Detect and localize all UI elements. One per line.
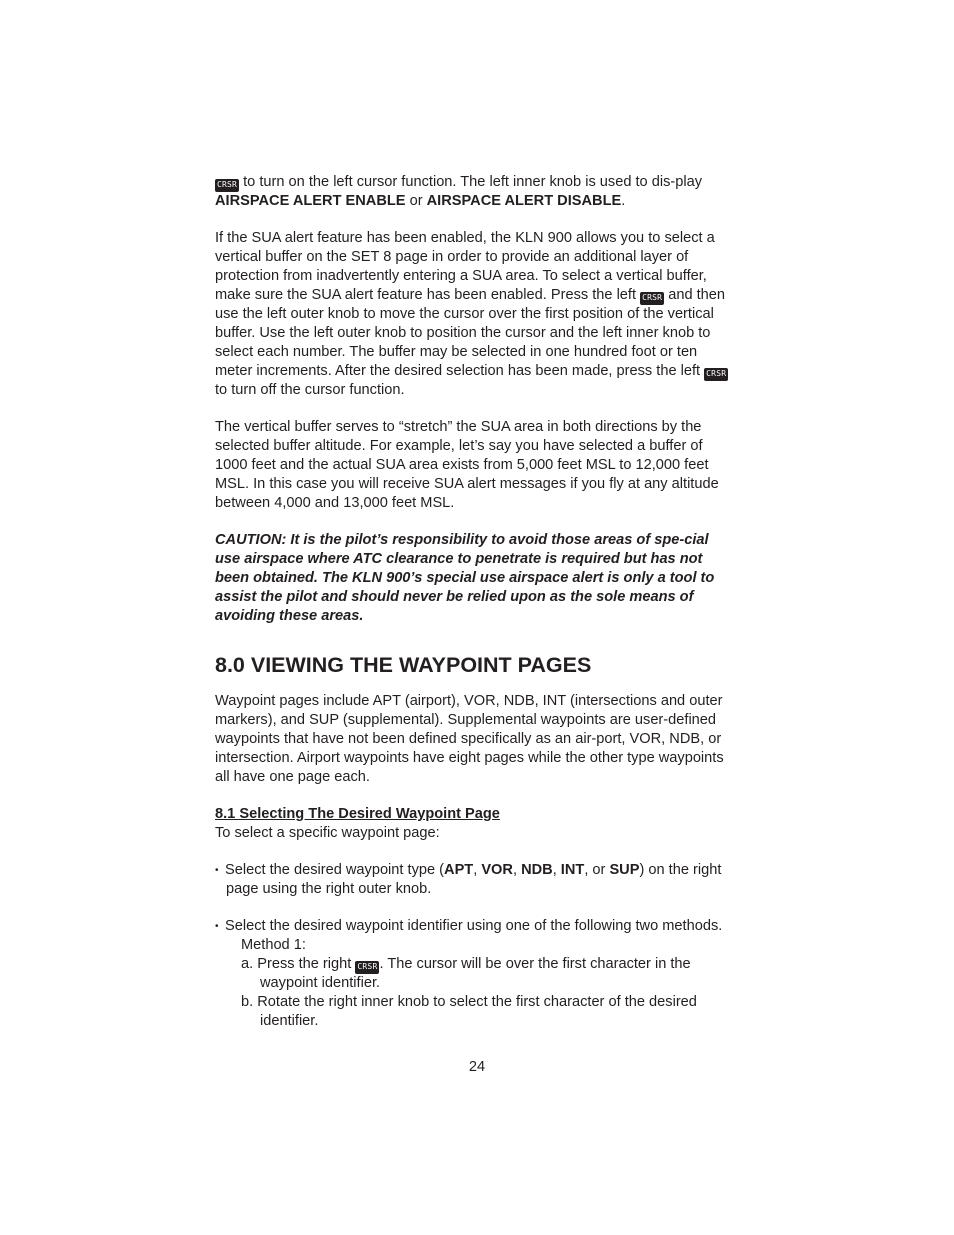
bullet-icon: • xyxy=(215,865,219,876)
step-label: b. xyxy=(241,994,258,1010)
text: , xyxy=(512,862,522,878)
section-heading: 8.0 VIEWING THE WAYPOINT PAGES xyxy=(215,653,592,677)
paragraph-vertical-buffer xyxy=(215,229,735,400)
text: or xyxy=(405,193,427,209)
text: to turn on the left cursor function. The left inner knob is used to dis-play xyxy=(239,174,703,190)
bullet-icon: • xyxy=(215,921,219,932)
page-number: 24 xyxy=(468,1059,486,1075)
airspace-alert-disable-label: AIRSPACE ALERT DISABLE xyxy=(426,193,622,209)
text: ) on the right page using the right outer knob. xyxy=(226,862,722,897)
step-b xyxy=(215,993,735,1031)
vor-label: VOR xyxy=(481,862,513,878)
subsection-lead: To select a specific waypoint page: xyxy=(215,825,440,841)
text: and then use the left outer knob to move the cursor over the first position of the vertical buffer. Use the left outer knob to position the cursor and the left inner knob to select each number. The buffer may be selected in one hundred foot or ten meter increments. After the desired selection has been made, press the left xyxy=(215,287,726,379)
text: . xyxy=(621,193,626,209)
page-body xyxy=(215,173,735,1031)
subsection-heading: 8.1 Selecting The Desired Waypoint Page xyxy=(215,806,500,822)
airspace-alert-enable-label: AIRSPACE ALERT ENABLE xyxy=(215,193,406,209)
crsr-button-icon: CRSR xyxy=(704,368,728,381)
text: , xyxy=(552,862,561,878)
text: . The cursor will be over the first character in the waypoint identifier. xyxy=(260,956,691,991)
apt-label: APT xyxy=(444,862,474,878)
bullet-select-identifier xyxy=(215,917,735,1031)
bullet-text xyxy=(215,917,735,936)
text: Rotate the right inner knob to select the first character of the desired identifier. xyxy=(257,994,697,1029)
text: Select the desired waypoint type ( xyxy=(225,862,445,878)
text: to turn off the cursor function. xyxy=(215,382,405,398)
text: If the SUA alert feature has been enabled, the KLN 900 allows you to select a vertical buffer on the SET 8 page in order to provide an additional layer of protection from inadvertently entering a SUA area. To select a vertical buffer, make sure the SUA alert feature has been enabled. Press the left xyxy=(215,230,715,303)
bullet-select-type xyxy=(215,861,735,899)
ndb-label: NDB xyxy=(521,862,553,878)
step-label: a. xyxy=(241,956,258,972)
caution-note: CAUTION: It is the pilot’s responsibility to avoid those areas of spe-cial use airspace where ATC clearance to penetrate is required but has not been obtained. The KLN 900’s special use airspace alert is only a tool to assist the pilot and should never be relied upon as the sole means of avoiding these areas. xyxy=(215,532,715,624)
text: , xyxy=(473,862,482,878)
paragraph-buffer-stretch: The vertical buffer serves to “stretch” the SUA area in both directions by the selected buffer altitude. For example, let’s say you have selected a buffer of 1000 feet and the actual SUA area exists from 5,000 feet MSL to 12,000 feet MSL. In this case you will receive SUA alert messages if you fly at any altitude between 4,000 and 13,000 feet MSL. xyxy=(215,419,719,511)
paragraph-cursor-function xyxy=(215,173,735,211)
step-a xyxy=(215,955,735,993)
text: Press the right xyxy=(257,956,356,972)
text: Select the desired waypoint identifier using one of the following two methods. xyxy=(225,918,723,934)
crsr-button-icon: CRSR xyxy=(355,961,379,974)
crsr-button-icon: CRSR xyxy=(215,179,239,192)
sup-label: SUP xyxy=(609,862,640,878)
int-label: INT xyxy=(560,862,585,878)
text: , or xyxy=(584,862,610,878)
paragraph-waypoint-intro: Waypoint pages include APT (airport), VOR, NDB, INT (intersections and outer markers), and SUP (supplemental). Supplemental waypoints are user-defined waypoints that have not been defined specifically as an air-port, VOR, NDB, or intersection. Airport waypoints have eight pages while the other type waypoints all have one page each. xyxy=(215,693,724,785)
crsr-button-icon: CRSR xyxy=(640,292,664,305)
method-label: Method 1: xyxy=(241,937,306,953)
